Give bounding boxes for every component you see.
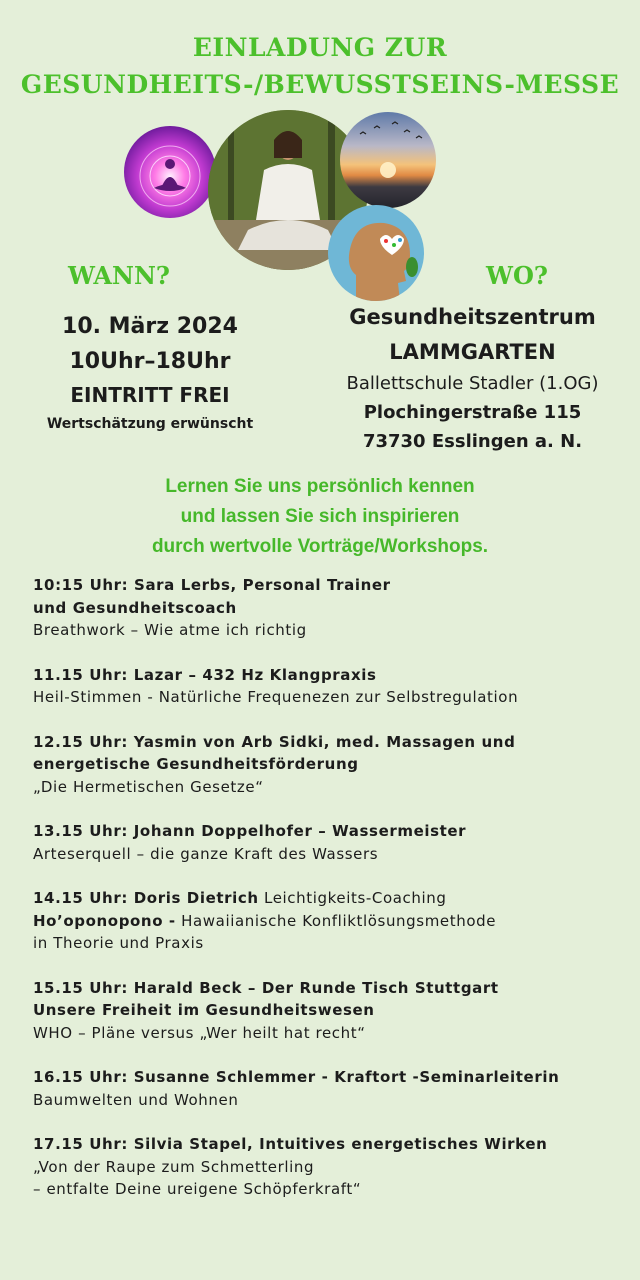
venue-detail: Ballettschule Stadler (1.OG) — [346, 373, 599, 394]
program-item — [33, 664, 633, 709]
program-list — [33, 574, 633, 1223]
program-title-2: energetische Gesundheitsförderung — [33, 755, 359, 773]
program-topic-3: in Theorie und Praxis — [33, 934, 204, 952]
meditation-aura-photo — [124, 126, 216, 218]
page-title-line2: GESUNDHEITS-/BEWUSSTSEINS-MESSE — [20, 70, 620, 99]
program-title-2: Ho’oponopono - — [33, 911, 176, 930]
invitation-line1: Lernen Sie uns persönlich kennen — [165, 476, 475, 497]
program-topic: Baumwelten und Wohnen — [33, 1090, 239, 1109]
program-item — [33, 1133, 633, 1201]
invitation-line2: und lassen Sie sich inspirieren — [180, 506, 460, 527]
where-label: WO? — [486, 261, 548, 290]
program-item — [33, 820, 633, 865]
entry-info: EINTRITT FREI — [70, 383, 230, 407]
program-topic: Leichtigkeits-Coaching — [258, 889, 447, 907]
head-heart-illustration — [328, 205, 424, 301]
program-topic: „Von der Raupe zum Schmetterling — [33, 1157, 315, 1176]
invitation-line3: durch wertvolle Vorträge/Workshops. — [151, 536, 489, 557]
sunset-birds-photo — [340, 112, 436, 208]
program-title: 17.15 Uhr: Silvia Stapel, Intuitives energetisches Wirken — [33, 1135, 548, 1153]
venue-city: 73730 Esslingen a. N. — [362, 431, 583, 452]
program-title: 14.15 Uhr: Doris Dietrich — [33, 889, 259, 907]
venue-name: Gesundheitszentrum — [349, 305, 596, 329]
venue-street: Plochingerstraße 115 — [363, 402, 582, 423]
program-title-2: Unsere Freiheit im Gesundheitswesen — [33, 1001, 375, 1019]
program-item — [33, 977, 633, 1045]
program-topic: „Die Hermetischen Gesetze“ — [33, 777, 264, 796]
program-topic-2: – entfalte Deine ureigene Schöpferkraft“ — [33, 1180, 362, 1198]
program-item — [33, 731, 633, 799]
program-title: 15.15 Uhr: Harald Beck – Der Runde Tisch Stuttgart — [33, 978, 499, 997]
page-title-line1: EINLADUNG ZUR — [192, 33, 448, 62]
appreciation-note: Wertschätzung erwünscht — [46, 416, 254, 432]
program-title: 11.15 Uhr: Lazar – 432 Hz Klangpraxis — [33, 665, 377, 684]
when-label: WANN? — [68, 261, 170, 290]
event-time: 10Uhr–18Uhr — [69, 349, 231, 374]
program-topic: Arteserquell – die ganze Kraft des Wassers — [33, 844, 379, 863]
program-topic: WHO – Pläne versus „Wer heilt hat recht“ — [33, 1023, 366, 1042]
program-title: 13.15 Uhr: Johann Doppelhofer – Wassermeister — [33, 822, 467, 840]
program-title: 10:15 Uhr: Sara Lerbs, Personal Trainer — [33, 576, 391, 594]
program-item — [33, 1066, 633, 1111]
program-topic: Heil-Stimmen - Natürliche Frequenezen zur Selbstregulation — [33, 688, 519, 706]
program-item — [33, 887, 633, 955]
program-topic-2: Hawaiianische Konfliktlösungsmethode — [175, 911, 497, 930]
program-topic: Breathwork – Wie atme ich richtig — [33, 621, 307, 639]
program-title: 16.15 Uhr: Susanne Schlemmer - Kraftort -Seminarleiterin — [33, 1068, 560, 1086]
program-item — [33, 574, 633, 642]
program-title: 12.15 Uhr: Yasmin von Arb Sidki, med. Massagen und — [33, 732, 516, 751]
venue-name-2: LAMMGARTEN — [389, 340, 556, 364]
event-date: 10. März 2024 — [62, 314, 238, 339]
program-title-2: und Gesundheitscoach — [33, 598, 237, 617]
